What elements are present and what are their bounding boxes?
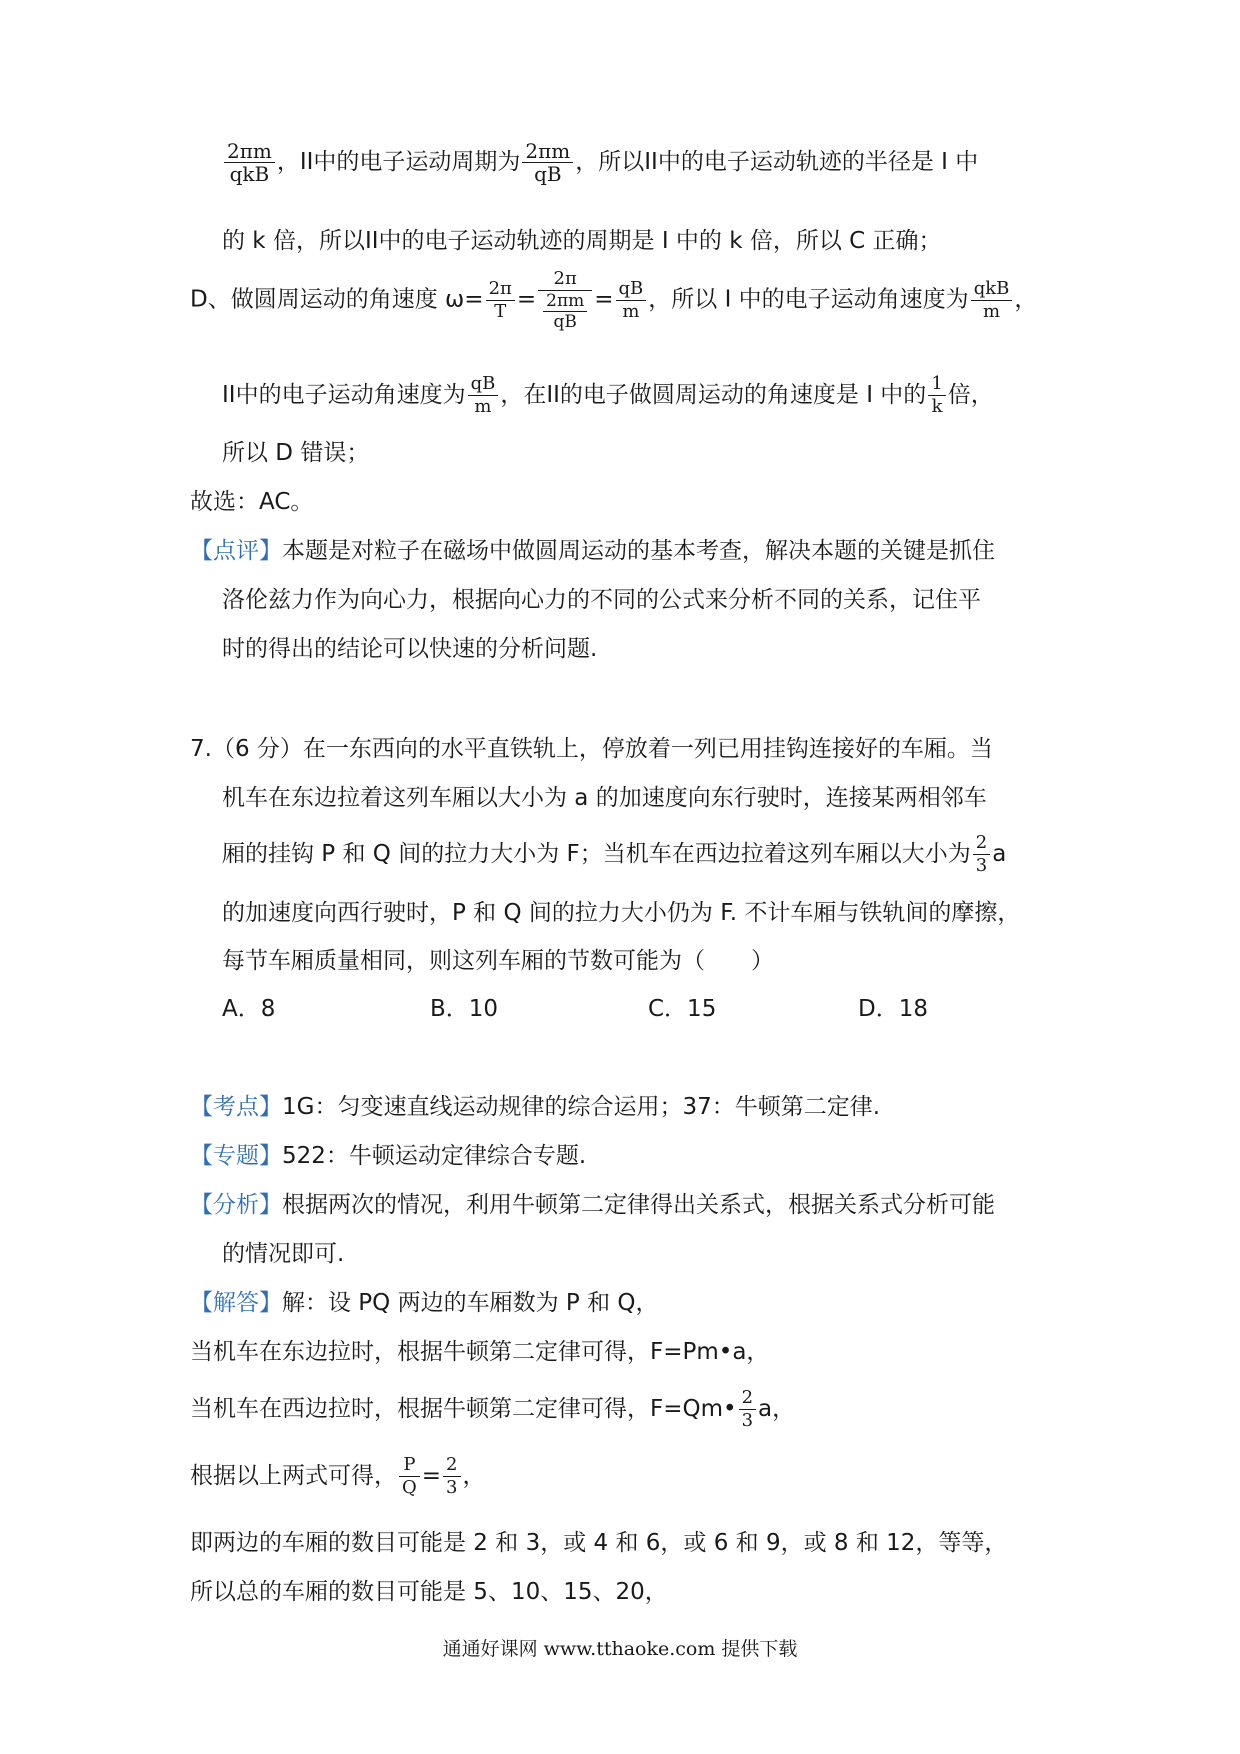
review-6-line-3: 时的得出的结论可以快速的分析问题. bbox=[222, 636, 598, 662]
fraction bbox=[468, 373, 499, 418]
text: 当机车在西边拉时，根据牛顿第二定律可得，F=Qm• bbox=[190, 1396, 737, 1422]
option-d: D．18 bbox=[858, 996, 928, 1022]
text: 522：牛顿运动定律综合专题. bbox=[282, 1143, 587, 1169]
fraction-numerator: 2π bbox=[486, 278, 515, 301]
review-tag: 【点评】 bbox=[190, 538, 282, 564]
part-c-line-1 bbox=[222, 140, 978, 185]
fraction-numerator: 2 bbox=[973, 832, 990, 855]
text: 1G：匀变速直线运动规律的综合运用；37：牛顿第二定律. bbox=[282, 1094, 881, 1120]
fraction-numerator: 2 bbox=[739, 1387, 756, 1410]
fraction bbox=[928, 373, 945, 418]
step-4: 即两边的车厢的数目可能是 2 和 3，或 4 和 6，或 6 和 9，或 8 和 12，等等， bbox=[190, 1530, 1008, 1556]
fraction-numerator: qB bbox=[468, 373, 499, 396]
text: ，在II的电子做圆周运动的角速度是 I 中的 bbox=[500, 382, 927, 408]
fraction-denominator: T bbox=[494, 300, 507, 322]
fraction-numerator: 2πm bbox=[522, 140, 573, 163]
text: 根据两次的情况，利用牛顿第二定律得出关系式，根据关系式分析可能 bbox=[282, 1192, 995, 1218]
equals-sign: = bbox=[594, 286, 614, 313]
kaodian-line bbox=[190, 1090, 880, 1124]
fraction bbox=[973, 832, 990, 877]
fraction-denominator: m bbox=[622, 300, 640, 322]
fraction bbox=[224, 140, 275, 185]
text: ，II中的电子运动周期为 bbox=[276, 149, 521, 175]
question-7-line-4: 的加速度向西行驶时，P 和 Q 间的拉力大小仍为 F. 不计车厢与铁轨间的摩擦， bbox=[222, 900, 1021, 926]
equals-sign: = bbox=[516, 286, 537, 313]
fraction bbox=[399, 1454, 420, 1499]
inner-fraction bbox=[543, 291, 587, 332]
review-6-line-1 bbox=[190, 534, 995, 568]
text: a， bbox=[758, 1396, 796, 1422]
step-5: 所以总的车厢的数目可能是 5、10、15、20， bbox=[190, 1579, 668, 1605]
text: II中的电子运动角速度为 bbox=[222, 382, 466, 408]
text: 本题是对粒子在磁场中做圆周运动的基本考查，解决本题的关键是抓住 bbox=[282, 538, 995, 564]
fraction-denominator: Q bbox=[402, 1477, 417, 1498]
option-c: C．15 bbox=[648, 996, 717, 1022]
text: ，所以 I 中的电子运动角速度为 bbox=[648, 286, 969, 313]
fraction-denominator: 3 bbox=[975, 855, 988, 876]
part-d-line-1 bbox=[190, 268, 1037, 332]
text: ，所以II中的电子运动轨迹的半径是 I 中 bbox=[575, 149, 979, 175]
text: 解：设 PQ 两边的车厢数为 P 和 Q， bbox=[282, 1290, 659, 1316]
fraction-denominator: k bbox=[931, 396, 943, 417]
step-3 bbox=[190, 1454, 486, 1499]
step-1: 当机车在东边拉时，根据牛顿第二定律可得，F=Pm•a， bbox=[190, 1339, 770, 1365]
fenxi-line-2: 的情况即可. bbox=[222, 1241, 345, 1267]
fraction bbox=[486, 278, 515, 323]
fraction-denominator: qkB bbox=[229, 162, 270, 186]
fraction bbox=[971, 278, 1013, 323]
text: 倍， bbox=[947, 382, 994, 408]
fraction-numerator: 2πm bbox=[543, 291, 587, 312]
question-7-line-2: 机车在东边拉着这列车厢以大小为 a 的加速度向东行驶时，连接某两相邻车 bbox=[222, 785, 987, 811]
text: 厢的挂钩 P 和 Q 间的拉力大小为 F；当机车在西边拉着这列车厢以大小为 bbox=[222, 841, 971, 867]
fraction-numerator: qkB bbox=[971, 278, 1013, 301]
fraction-denominator: qB bbox=[534, 162, 562, 186]
zhuanti-tag: 【专题】 bbox=[190, 1143, 282, 1169]
compound-fraction bbox=[538, 268, 592, 332]
jieda-line bbox=[190, 1286, 659, 1320]
option-a: A．8 bbox=[222, 996, 276, 1022]
question-7-line-1: 7.（6 分）在一东西向的水平直铁轨上，停放着一列已用挂钩连接好的车厢。当 bbox=[190, 736, 993, 762]
part-d-line-3: 所以 D 错误； bbox=[222, 440, 370, 466]
fraction-numerator: 2πm bbox=[224, 140, 275, 163]
answer-6: 故选：AC。 bbox=[190, 489, 314, 515]
jieda-tag: 【解答】 bbox=[190, 1290, 282, 1316]
part-c-line-2: 的 k 倍，所以II中的电子运动轨迹的周期是 I 中的 k 倍，所以 C 正确； bbox=[222, 228, 942, 254]
text: a bbox=[992, 841, 1007, 867]
text: 根据以上两式可得， bbox=[190, 1463, 397, 1489]
option-b: B．10 bbox=[430, 996, 499, 1022]
text: ， bbox=[462, 1463, 486, 1489]
part-d-line-2 bbox=[222, 373, 994, 418]
fraction-numerator: P bbox=[399, 1454, 420, 1477]
step-2 bbox=[190, 1387, 795, 1432]
fraction-denominator: 3 bbox=[741, 1410, 754, 1431]
fraction-numerator: 2 bbox=[443, 1454, 460, 1477]
question-7-line-3 bbox=[222, 832, 1006, 877]
fraction-denominator: m bbox=[982, 300, 1001, 322]
fraction-denominator: m bbox=[474, 396, 492, 417]
review-6-line-2: 洛伦兹力作为向心力，根据向心力的不同的公式来分析不同的关系，记住平 bbox=[222, 587, 981, 613]
fraction-numerator: 2π bbox=[538, 268, 592, 291]
fraction-numerator: qB bbox=[616, 278, 647, 301]
fraction-numerator: 1 bbox=[928, 373, 945, 396]
fraction bbox=[616, 278, 647, 323]
kaodian-tag: 【考点】 bbox=[190, 1094, 282, 1120]
text: ， bbox=[1014, 286, 1038, 313]
fraction-denominator: qB bbox=[553, 312, 577, 332]
equals-sign: = bbox=[421, 1463, 442, 1489]
text: D、做圆周运动的角速度 ω= bbox=[190, 286, 484, 313]
fraction-denominator bbox=[538, 291, 592, 332]
fraction bbox=[522, 140, 573, 185]
question-7-line-5: 每节车厢质量相同，则这列车厢的节数可能为（ ） bbox=[222, 948, 774, 974]
fenxi-line-1 bbox=[190, 1188, 995, 1222]
page-footer: 通通好课网 www.tthaoke.com 提供下载 bbox=[442, 1638, 798, 1660]
fraction bbox=[739, 1387, 756, 1432]
zhuanti-line bbox=[190, 1139, 586, 1173]
fenxi-tag: 【分析】 bbox=[190, 1192, 282, 1218]
fraction-denominator: 3 bbox=[446, 1477, 458, 1498]
fraction bbox=[443, 1454, 460, 1499]
